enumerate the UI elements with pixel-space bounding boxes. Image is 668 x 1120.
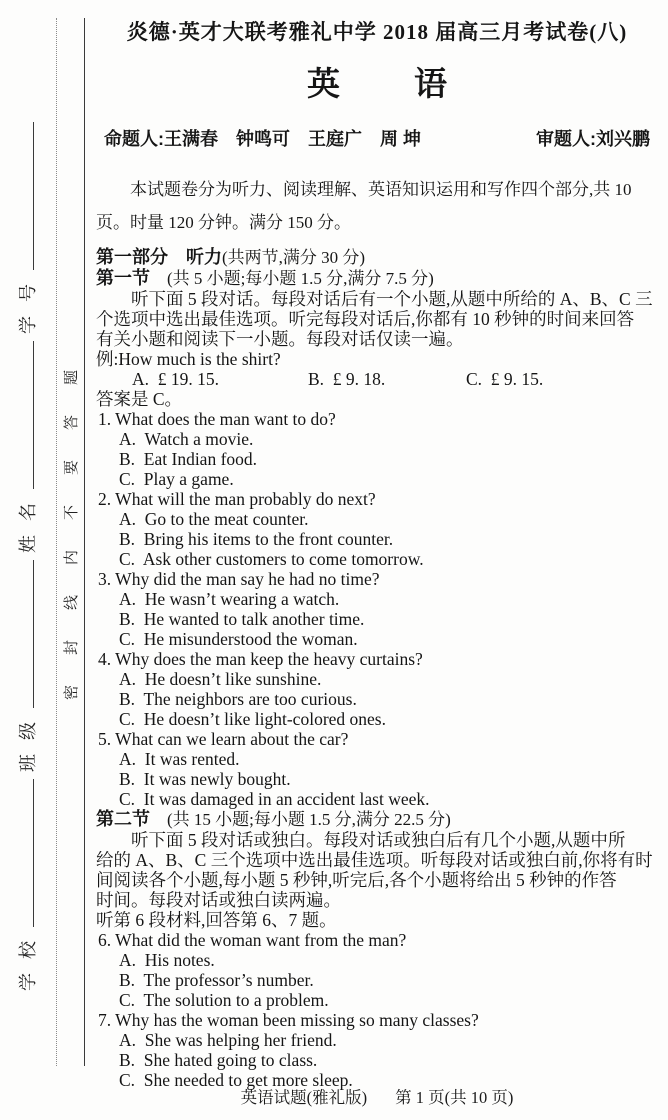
section2-heading-rest: (共 15 小题;每小题 1.5 分,满分 22.5 分) (150, 810, 451, 829)
material-6-note: 听第 6 段材料,回答第 6、7 题。 (96, 910, 337, 930)
field-blank-student-number (19, 122, 34, 270)
intro-paragraph (96, 173, 658, 239)
authors-line (96, 125, 658, 151)
question-6-option-b: B. The professor’s number. (119, 970, 314, 990)
field-name (14, 341, 40, 553)
question-7-option-c: C. She needed to get more sleep. (119, 1070, 353, 1090)
field-blank-class (19, 560, 34, 708)
section2-instructions-line: 间阅读各个小题,每小题 5 秒钟,听完后,各个小题将给出 5 秒钟的作答 (96, 870, 617, 890)
section1-heading-rest: (共 5 小题;每小题 1.5 分,满分 7.5 分) (150, 269, 434, 288)
field-class (14, 560, 40, 772)
setters-names: 命题人:王满春 钟鸣可 王庭广 周 坤 (104, 129, 421, 149)
field-label-student-number: 学号 (18, 269, 38, 334)
question-7-option-a: A. She was helping her friend. (119, 1030, 337, 1050)
part1-heading (96, 247, 658, 268)
subject-char-1: 英 (307, 65, 340, 102)
question-4-option-a: A. He doesn’t like sunshine. (119, 669, 322, 689)
section2-instructions-line: 听下面 5 段对话或独白。每段对话或独白后有几个小题,从题中所 (131, 830, 626, 850)
example-option: A. £ 19. 15. (132, 369, 220, 389)
example-options-row (96, 369, 658, 389)
section1-instructions-line: 个选项中选出最佳选项。听完每段对话后,你都有 10 秒钟的时间来回答 (96, 309, 635, 329)
exam-title: 炎德·英才大联考雅礼中学 2018 届高三月考试卷(八) (126, 20, 628, 44)
example-answer-note: 答案是 C。 (96, 389, 183, 409)
section2-heading-bold: 第二节 (96, 809, 150, 829)
question-6-option-a: A. His notes. (119, 950, 215, 970)
field-blank-name (19, 341, 34, 489)
subject-char-2: 语 (414, 65, 447, 102)
question-2-option-c: C. Ask other customers to come tomorrow. (119, 549, 424, 569)
question-2-option-b: B. Bring his items to the front counter. (119, 529, 394, 549)
field-blank-school (19, 779, 34, 927)
question-6-text: 6. What did the woman want from the man? (98, 930, 407, 950)
section1-instructions-line: 有关小题和阅读下一小题。每段对话仅读一遍。 (96, 329, 464, 349)
field-label-name: 姓名 (18, 488, 38, 553)
field-student-number (14, 122, 40, 334)
seal-warning-text: 密封线内不要答题 (63, 339, 80, 700)
content-border-line (84, 18, 85, 1066)
intro-line: 本试题卷分为听力、阅读理解、英语知识运用和写作四个部分,共 10 (130, 180, 632, 199)
section2-instructions-line: 时间。每段对话或独白读两遍。 (96, 890, 341, 910)
question-1-option-c: C. Play a game. (119, 469, 234, 489)
section1-heading-bold: 第一节 (96, 268, 150, 288)
section2-heading (96, 809, 658, 830)
footer-page-number: 第 1 页(共 10 页) (395, 1088, 514, 1107)
question-1-option-b: B. Eat Indian food. (119, 449, 258, 469)
question-7-text: 7. Why has the woman been missing so many classes? (98, 1010, 479, 1030)
field-label-class: 班级 (18, 707, 38, 772)
question-4-option-c: C. He doesn’t like light-colored ones. (119, 709, 386, 729)
question-7-option-b: B. She hated going to class. (119, 1050, 318, 1070)
example-prompt: 例:How much is the shirt? (96, 349, 281, 369)
question-4-option-b: B. The neighbors are too curious. (119, 689, 357, 709)
listening-part (96, 247, 658, 1090)
reviewer-name: 审题人:刘兴鹏 (536, 129, 650, 149)
question-1-text: 1. What does the man want to do? (98, 409, 336, 429)
seal-dotted-line (56, 18, 57, 1066)
question-3-option-a: A. He wasn’t wearing a watch. (119, 589, 340, 609)
question-1-option-a: A. Watch a movie. (119, 429, 254, 449)
part1-heading-rest: (共两节,满分 30 分) (222, 248, 366, 267)
example-option: B. £ 9. 18. (308, 369, 386, 389)
question-5-option-b: B. It was newly bought. (119, 769, 291, 789)
intro-line: 页。时量 120 分钟。满分 150 分。 (96, 213, 351, 232)
question-5-option-c: C. It was damaged in an accident last week. (119, 789, 430, 809)
question-4-text: 4. Why does the man keep the heavy curtains? (98, 649, 423, 669)
page-footer (96, 1084, 658, 1108)
field-school (14, 779, 40, 991)
question-3-text: 3. Why did the man say he had no time? (98, 569, 380, 589)
part1-heading-bold: 第一部分 听力 (96, 247, 222, 267)
footer-paper-name: 英语试题(雅礼版) (240, 1088, 368, 1107)
section1-instructions-line: 听下面 5 段对话。每段对话后有一个小题,从题中所给的 A、B、C 三 (131, 289, 653, 309)
example-option: C. £ 9. 15. (466, 369, 544, 389)
field-label-school: 学校 (18, 927, 38, 991)
question-3-option-b: B. He wanted to talk another time. (119, 609, 365, 629)
section1-heading (96, 268, 658, 289)
question-2-option-a: A. Go to the meat counter. (119, 509, 309, 529)
content-column (96, 0, 658, 1090)
student-info-fields (14, 96, 40, 995)
subject-title (96, 58, 658, 105)
question-5-text: 5. What can we learn about the car? (98, 729, 349, 749)
question-6-option-c: C. The solution to a problem. (119, 990, 329, 1010)
question-5-option-a: A. It was rented. (119, 749, 240, 769)
section2-instructions-line: 给的 A、B、C 三个选项中选出最佳选项。听每段对话或独白前,你将有时 (96, 850, 653, 870)
question-3-option-c: C. He misunderstood the woman. (119, 629, 358, 649)
question-2-text: 2. What will the man probably do next? (98, 489, 376, 509)
